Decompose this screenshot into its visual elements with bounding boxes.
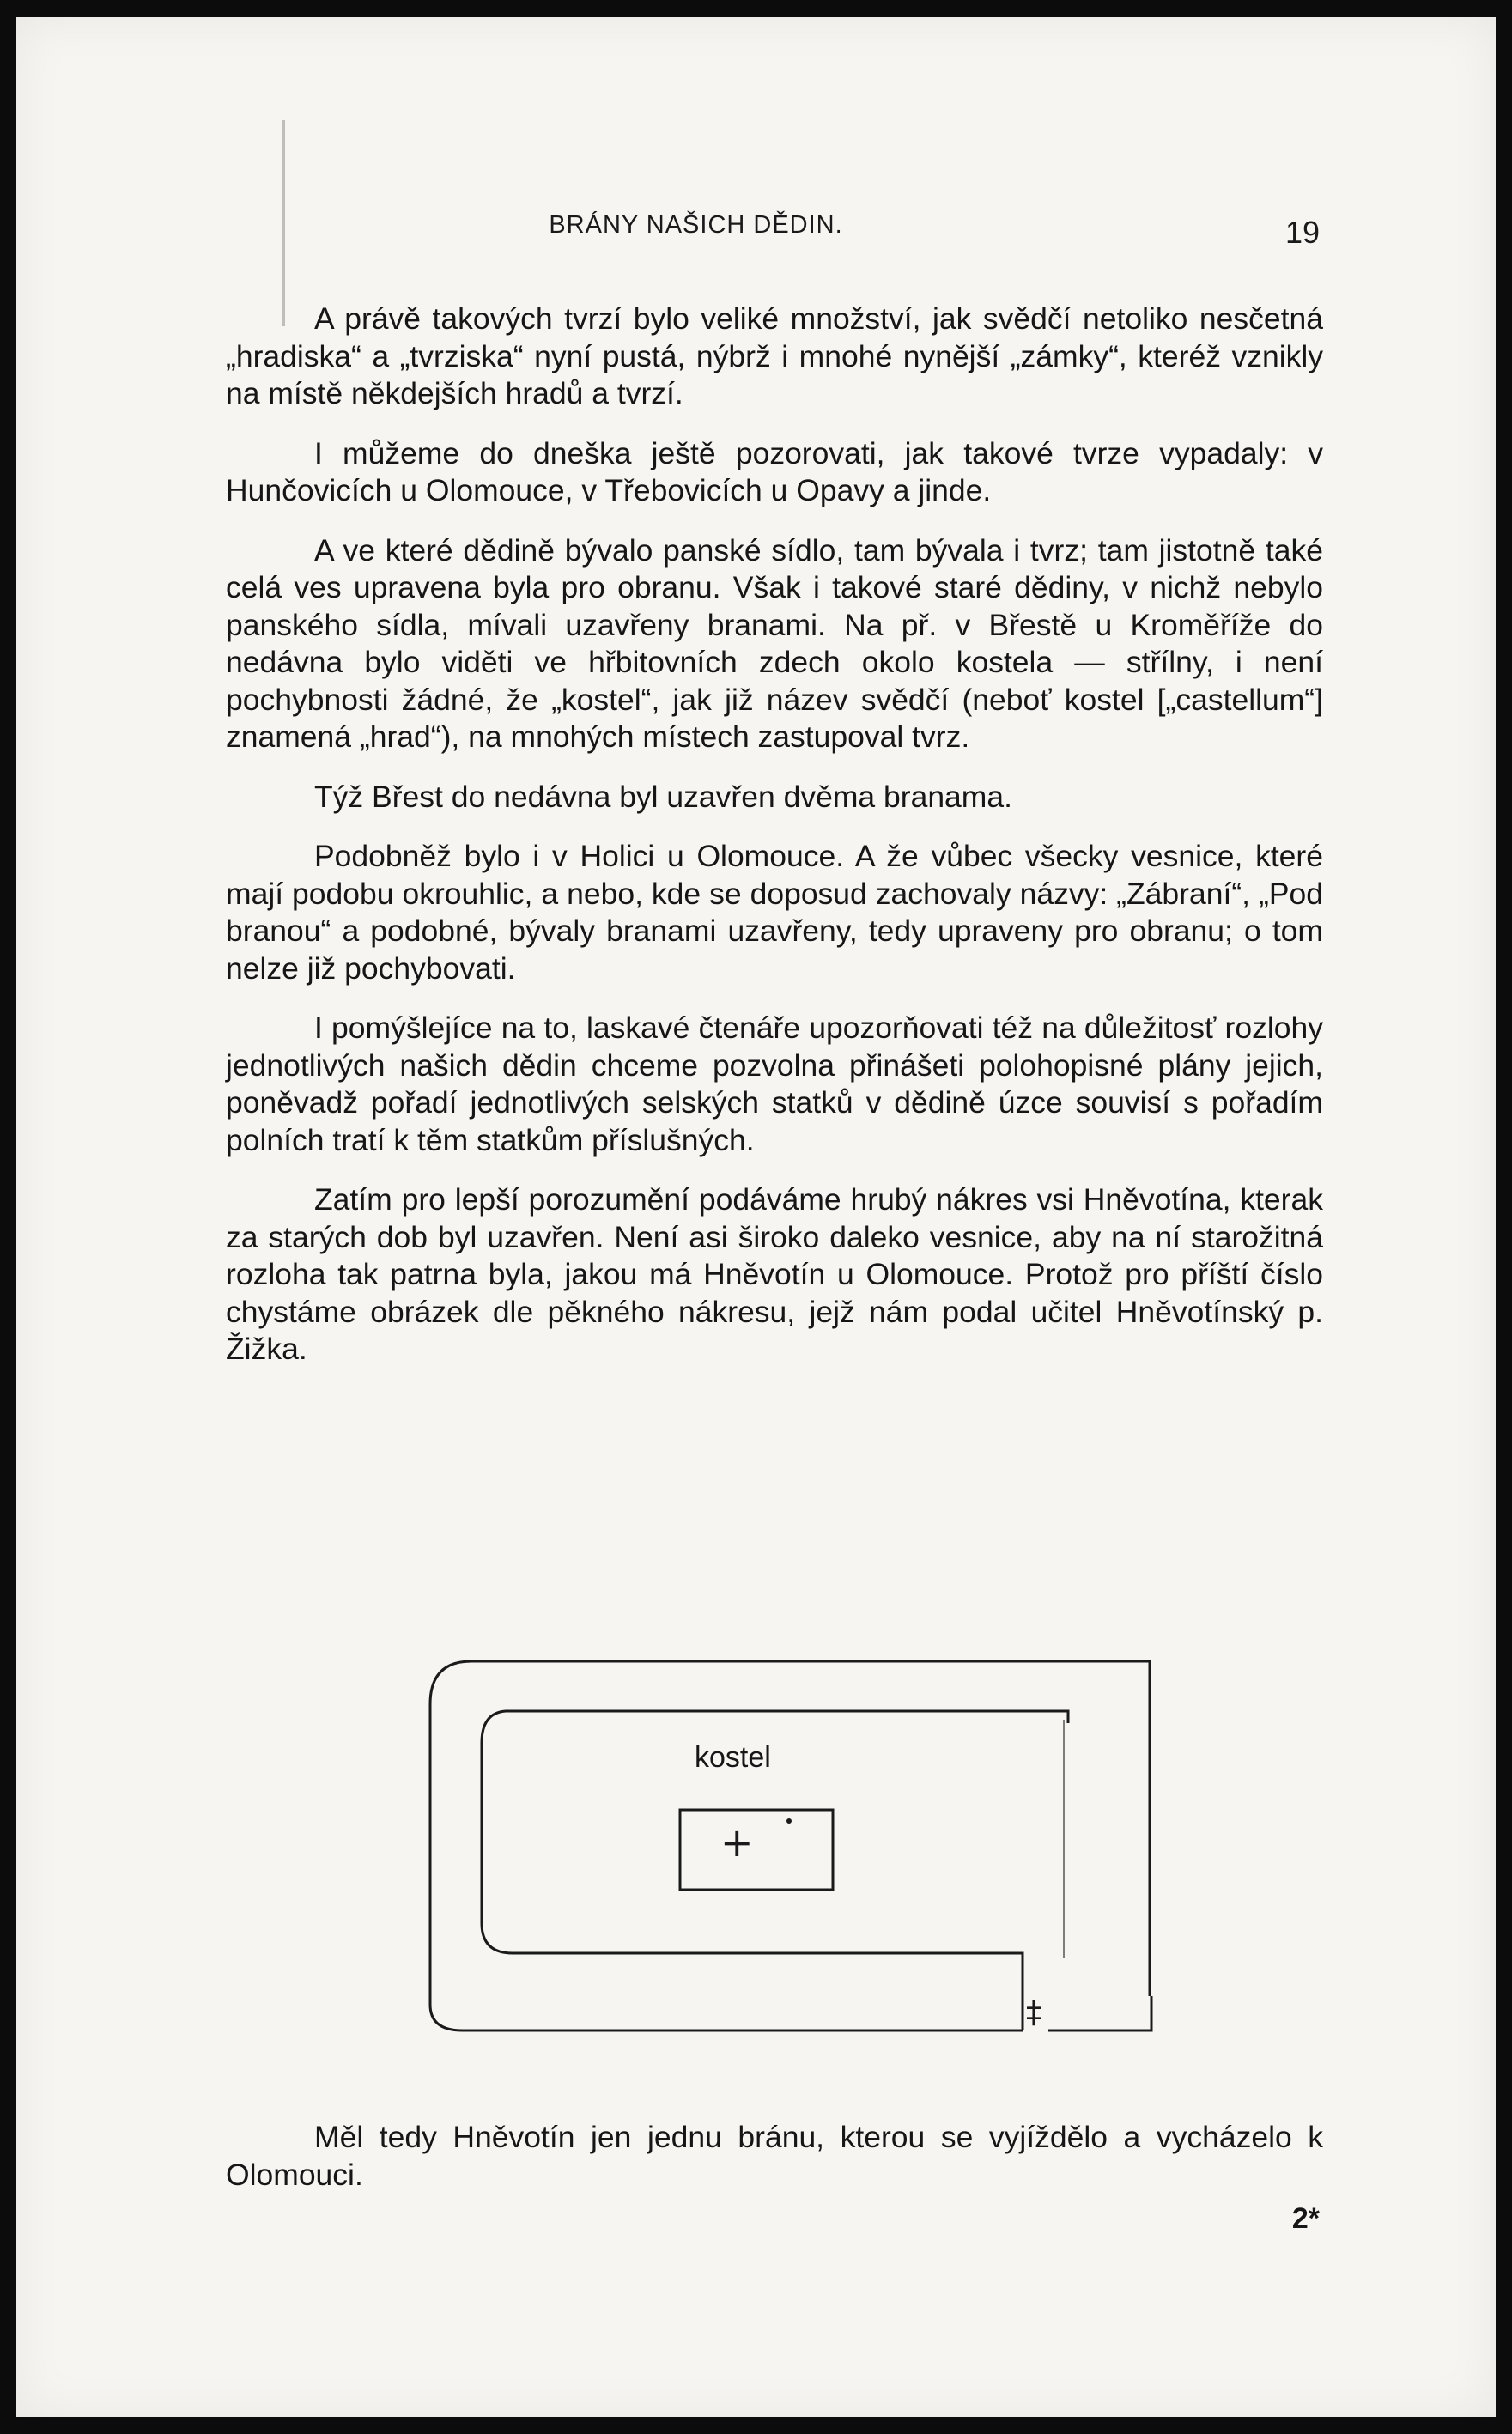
village-plan-figure bbox=[411, 1627, 1167, 2108]
running-head: BRÁNY NAŠICH DĚDIN. bbox=[549, 211, 843, 239]
paragraph: Zatím pro lepší porozumění podáváme hrubý nákres vsi Hněvotína, kterak za starých dob byl uzavřen. Není asi široko daleko vesnice, aby na ní starožitná rozloha tak patrna byla, jakou má Hněvotín u Olomouce. Protož pro příští číslo chystáme obrázek dle pěkného nákresu, jejž nám podal učitel Hněvotínský p. Žižka. bbox=[226, 1182, 1323, 1366]
paragraph: Podobněž bylo i v Holici u Olomouce. A že vůbec všecky vesnice, které mají podobu okrouhlic, a nebo, kde se doposud zachovaly názvy: „Zábraní“, „Pod branou“ a podobné, bývaly branami uzavřeny, tedy upraveny pro obranu; o tom nelze již pochybovati. bbox=[226, 839, 1323, 986]
church-label: kostel bbox=[695, 1741, 771, 1774]
closing-text bbox=[226, 2119, 1323, 2194]
church-cross-icon: + bbox=[720, 1819, 754, 1866]
church-dot bbox=[786, 1818, 792, 1824]
paragraph: Měl tedy Hněvotín jen jednu bránu, kterou se vyjíždělo a vycházelo k Olomouci. bbox=[226, 2120, 1323, 2192]
outer-wall-right-end bbox=[1048, 1996, 1151, 2030]
village-plan-drawing bbox=[411, 1627, 1167, 2108]
gate-icon: ‡ bbox=[1026, 1995, 1041, 2030]
church-outline bbox=[680, 1810, 833, 1890]
book-page bbox=[16, 17, 1496, 2417]
inner-wall-line bbox=[482, 1711, 1068, 2030]
outer-wall-line bbox=[430, 1661, 1150, 2030]
paragraph: A ve které dědině bývalo panské sídlo, tam bývala i tvrz; tam jistotně také celá ves upravena byla pro obranu. Však i takové staré dědiny, v nichž nebylo panského sídla, mívali uzavřeny branami. Na př. v Břestě u Kroměříže do nedávna bylo viděti ve hřbitovních zdech okolo kostela — střílny, i není pochybnosti žádné, že „kostel“, jak již název svědčí (neboť kostel [„castellum“] znamená „hrad“), na mnohých místech zastupoval tvrz. bbox=[226, 532, 1323, 754]
paragraph: I můžeme do dneška ještě pozorovati, jak takové tvrze vypadaly: v Hunčovicích u Olomouce, v Třebovicích u Opavy a jinde. bbox=[226, 435, 1323, 507]
body-text bbox=[226, 300, 1323, 1391]
signature-mark: 2* bbox=[1291, 2202, 1320, 2235]
paragraph: I pomýšlejíce na to, laskavé čtenáře upozorňovati též na důležitosť rozlohy jednotlivých našich dědin chceme pozvolna přinášeti polohopisné plány jejich, poněvadž pořadí jednotlivých selských statků v dědině úzce souvisí s pořadím polních tratí k těm statkům příslušných. bbox=[226, 1011, 1323, 1157]
page-number: 19 bbox=[1284, 215, 1320, 250]
paragraph: Týž Břest do nedávna byl uzavřen dvěma branama. bbox=[314, 779, 1012, 814]
paragraph: A právě takových tvrzí bylo veliké množství, jak svědčí netoliko nesčetná „hradiska“ a „tvrziska“ nyní pustá, nýbrž i mnohé nynější „zámky“, kteréž vznikly na místě někdejších hradů a tvrzí. bbox=[226, 301, 1323, 410]
